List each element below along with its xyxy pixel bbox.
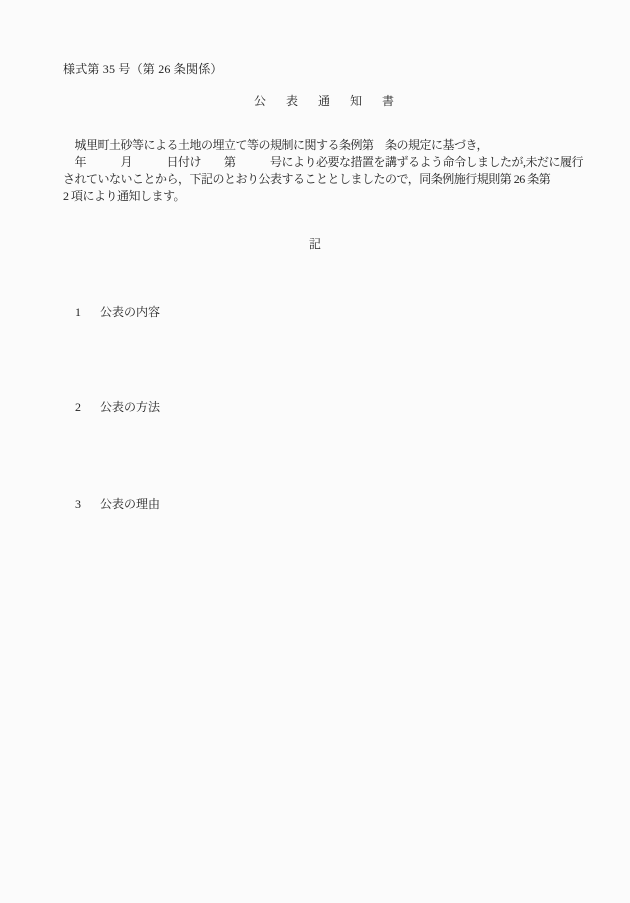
form-number-label: 様式第 35 号（第 26 条関係） — [63, 62, 223, 76]
paragraph-line-2: 年 月 日付け 第 号により必要な措置を講ずるよう命令しましたが,未だに履行 — [63, 155, 584, 169]
item-number: 2 — [75, 400, 81, 414]
item-label: 公表の方法 — [100, 400, 161, 414]
record-heading: 記 — [308, 237, 321, 251]
document-title: 公 表 通 知 書 — [253, 94, 398, 108]
item-number: 3 — [75, 497, 81, 511]
paragraph-line-1: 城里町土砂等による土地の埋立て等の規制に関する条例第 条の規定に基づき， — [63, 138, 489, 152]
body-paragraph — [63, 137, 584, 205]
paragraph-line-4: 2 項により通知します。 — [63, 189, 186, 203]
list-item-publication-method — [63, 382, 567, 433]
item-label: 公表の内容 — [100, 305, 161, 319]
item-label: 公表の理由 — [100, 497, 161, 511]
list-item-publication-content — [63, 287, 567, 338]
item-number: 1 — [75, 305, 81, 319]
paragraph-line-3: されていないことから，下記のとおり公表することとしましたので，同条例施行規則第 26 条第 — [63, 172, 551, 186]
list-item-publication-reason — [63, 479, 567, 530]
